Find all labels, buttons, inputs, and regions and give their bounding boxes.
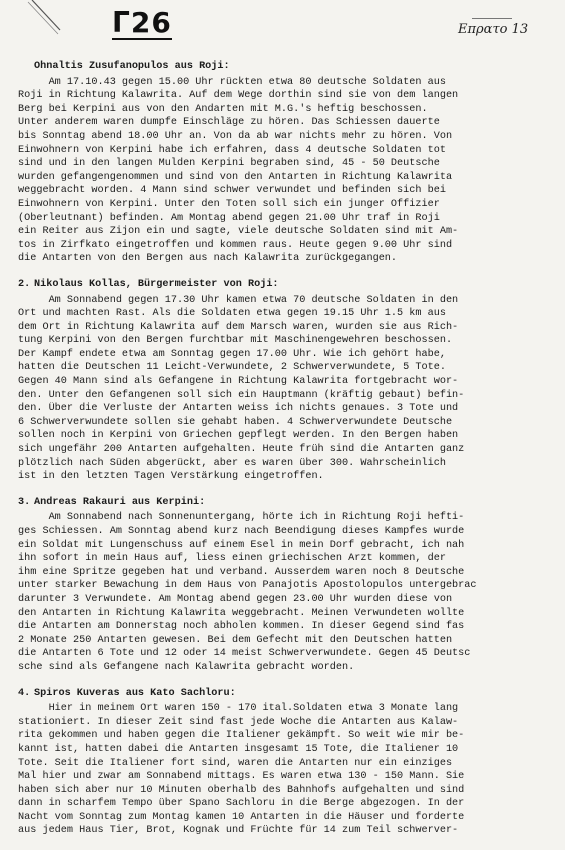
section-number: 3. bbox=[18, 496, 31, 508]
text-line: (Oberleutnant) befinden. Am Montag abend gegen 21.00 Uhr traf in Roji bbox=[18, 212, 440, 224]
text-line: die Antarten von den Bergen aus nach Kalawrita zurückgegangen. bbox=[18, 253, 398, 265]
text-line: 6 Schwerverwundete sollen sie gehabt haben. 4 Schwerverwundete Deutsche bbox=[18, 416, 453, 428]
text-line: Tote. Seit die Italiener fort sind, waren die Antarten nur ein einziges bbox=[18, 757, 453, 769]
text-line: den. Unter den Gefangenen soll sich ein Hauptmann (kräftig gebaut) befin- bbox=[18, 389, 465, 401]
text-line: Hier in meinem Ort waren 150 - 170 ital.Soldaten etwa 3 Monate lang bbox=[18, 703, 459, 715]
section-heading bbox=[18, 278, 553, 292]
document-code: Γ26 bbox=[112, 6, 172, 39]
text-line: kannt ist, hatten dabei die Antarten insgesamt 15 Tote, die Italiener 10 bbox=[18, 743, 459, 755]
text-line: Nacht vom Sonntag zum Montag kamen 10 Antarten in die Häuser und forderte bbox=[18, 811, 465, 823]
text-line: ihn sofort in mein Haus auf, liess einen griechischen Arzt kommen, der bbox=[18, 553, 446, 565]
testimony-section bbox=[18, 687, 553, 839]
text-line: sollen noch in Kerpini von Griechen gepflegt werden. In den Bergen haben bbox=[18, 430, 459, 442]
text-line: den Antarten in Richtung Kalawrita weggebracht. Meinen Verwundeten wollte bbox=[18, 607, 465, 619]
text-line: aus jedem Haus Tier, Brot, Kognak und Früchte für 14 zum Teil schwerver- bbox=[18, 825, 459, 837]
text-line: stationiert. In dieser Zeit sind fast jede Woche die Antarten aus Kalaw- bbox=[18, 716, 459, 728]
text-line: ihm eine Spritze gegeben hat und verband. Ausserdem waren noch 8 Deutsche bbox=[18, 566, 465, 578]
text-line: bis Sonntag abend 18.00 Uhr an. Von da ab war nichts mehr zu hören. Von bbox=[18, 130, 453, 142]
text-line: Gegen 40 Mann sind als Gefangene in Richtung Kalawrita fortgebracht wor- bbox=[18, 376, 459, 388]
text-line: Am 17.10.43 gegen 15.00 Uhr rückten etwa 80 deutsche Soldaten aus bbox=[18, 76, 446, 88]
text-line: rita gekommen und haben gegen die Italiener gekämpft. So weit wie mir be- bbox=[18, 730, 465, 742]
text-line: Am Sonnabend gegen 17.30 Uhr kamen etwa 70 deutsche Soldaten in den bbox=[18, 294, 459, 306]
text-line: 2 Monate 250 Antarten gewesen. Bei dem Gefecht mit den Deutschen hatten bbox=[18, 634, 453, 646]
text-line: die Antarten 6 Tote und 12 oder 14 meist Schwerverwundete. Gegen 45 Deutsc bbox=[18, 648, 471, 660]
text-line: Ort und machten Rast. Als die Soldaten etwa gegen 19.15 Uhr 1.5 km aus bbox=[18, 308, 446, 320]
text-line: tung Kerpini von den Bergen furchtbar mit Maschinengewehren beschossen. bbox=[18, 335, 453, 347]
text-line: dann in scharfem Tempo über Spano Sachloru in die Berge abgezogen. In der bbox=[18, 798, 465, 810]
section-title: Spiros Kuveras aus Kato Sachloru: bbox=[34, 687, 236, 699]
testimony-section bbox=[18, 496, 553, 675]
section-heading bbox=[18, 496, 553, 510]
text-line: ein Soldat mit Lungenschuss auf einem Esel in mein Dorf gebracht, ich nah bbox=[18, 539, 465, 551]
text-line: die Antarten am Donnerstag noch abholen kommen. In dieser Gegend sind fas bbox=[18, 621, 465, 633]
section-heading bbox=[18, 687, 553, 701]
text-line: darunter 3 Verwundete. Am Montag abend gegen 23.00 Uhr wurden diese von bbox=[18, 593, 453, 605]
section-title: Andreas Rakauri aus Kerpini: bbox=[34, 496, 206, 508]
text-line: sche sind als Gefangene nach Kalawrita gebracht worden. bbox=[18, 661, 355, 673]
archive-note: Επρατο 13 bbox=[458, 22, 529, 37]
text-line: Am Sonnabend nach Sonnenuntergang, hörte ich in Richtung Roji hefti- bbox=[18, 512, 465, 524]
text-line: dem Ort in Richtung Kalawrita auf dem Marsch waren, wurden sie aus Rich- bbox=[18, 321, 459, 333]
text-line: Einwohnern von Kerpini. Unter den Toten soll sich ein junger Offizier bbox=[18, 198, 440, 210]
text-line: weggebracht worden. 4 Mann sind schwer verwundet und befinden sich bei bbox=[18, 185, 446, 197]
text-line: Roji in Richtung Kalawrita. Auf dem Wege dorthin sind sie von dem langen bbox=[18, 90, 459, 102]
text-line: den. Über die Verluste der Antarten weiss ich nichts genaues. 3 Tote und bbox=[18, 403, 459, 415]
text-line: ein Reiter aus Zijon ein und sagte, viele deutsche Soldaten sind mit Am- bbox=[18, 226, 459, 238]
text-line: unter starker Bewachung in dem Haus von Panajotis Apostolopulos untergebrac bbox=[18, 580, 477, 592]
section-title: Ohnaltis Zusufanopulos aus Roji: bbox=[34, 61, 230, 72]
archive-stamp bbox=[472, 10, 512, 19]
testimony-section bbox=[18, 278, 553, 484]
text-line: hatten die Deutschen 11 Leicht-Verwundete, 2 Schwerverwundete, 5 Tote. bbox=[18, 362, 446, 374]
section-title: Nikolaus Kollas, Bürgermeister von Roji: bbox=[34, 278, 279, 290]
text-line: sich ungefähr 200 Antarten aufgehalten. Heute früh sind die Antarten ganz bbox=[18, 444, 465, 456]
text-line: wurden gefangengenommen und sind von den Antarten in Richtung Kalawrita bbox=[18, 171, 453, 183]
text-line: Unter anderem waren dumpfe Einschläge zu hören. Das Schiessen dauerte bbox=[18, 117, 440, 129]
text-line: haben sich aber nur 10 Minuten oberhalb des Bahnhofs aufgehalten und sind bbox=[18, 784, 465, 796]
document-body bbox=[18, 60, 553, 850]
text-line: tos in Zirfkato eingetroffen und kommen raus. Heute gegen 9.00 Uhr sind bbox=[18, 239, 453, 251]
text-line: Einwohnern von Kerpini habe ich erfahren, dass 4 deutsche Soldaten tot bbox=[18, 144, 446, 156]
text-line: sind und in den langen Mulden Kerpini begraben sind, 45 - 50 Deutsche bbox=[18, 158, 440, 170]
section-number: 2. bbox=[18, 278, 31, 290]
text-line: Berg bei Kerpini aus von den Andarten mit M.G.'s heftig beschossen. bbox=[18, 103, 428, 115]
section-heading bbox=[18, 60, 553, 74]
text-line: Der Kampf endete etwa am Sonntag gegen 17.00 Uhr. Wie ich gehört habe, bbox=[18, 348, 446, 360]
text-line: ist in den letzten Tagen Verstärkung eingetroffen. bbox=[18, 471, 324, 483]
text-line: Mal hier und zwar am Sonnabend mittags. Es waren etwa 130 - 150 Mann. Sie bbox=[18, 771, 465, 783]
text-line: ges Schiessen. Am Sonntag abend kurz nach Beendigung dieses Kampfes wurde bbox=[18, 526, 465, 537]
section-number: 4. bbox=[18, 687, 31, 699]
text-line: plötzlich nach Süden abgerückt, aber es waren über 300. Wahrscheinlich bbox=[18, 457, 446, 469]
testimony-section bbox=[18, 60, 553, 266]
